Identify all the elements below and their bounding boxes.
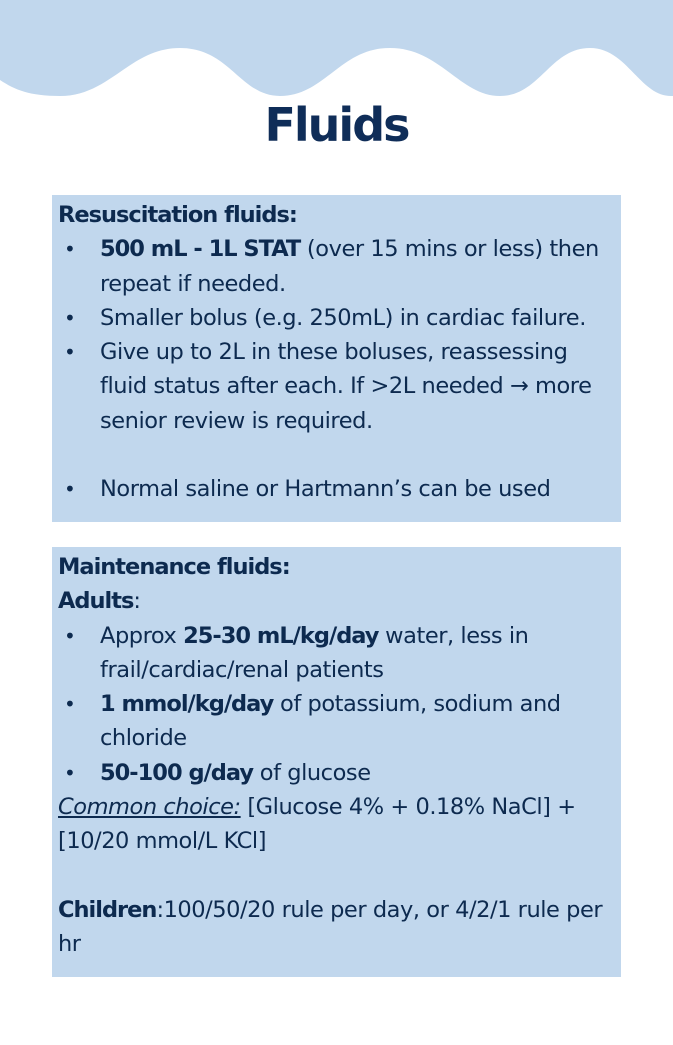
list-item (100, 335, 615, 438)
resuscitation-list (58, 232, 615, 438)
list-item-text: Smaller bolus (e.g. 250mL) in cardiac failure. (100, 304, 586, 331)
list-item (100, 687, 615, 756)
list-item (100, 301, 615, 335)
list-item-text: of glucose (253, 759, 371, 786)
list-item-text: Give up to 2L in these boluses, reassessing fluid status after each. If >2L needed → more senior review is required. (100, 339, 592, 434)
page-title: Fluids (264, 98, 409, 152)
children-rule-line (58, 893, 615, 962)
common-choice-label: Common choice: (58, 794, 241, 821)
section-heading: Maintenance fluids: (58, 554, 290, 580)
spacer (58, 859, 615, 893)
list-item (100, 472, 615, 506)
adults-suffix: : (133, 588, 141, 615)
list-item (100, 756, 615, 790)
header-wave-banner (0, 0, 673, 110)
list-item (100, 619, 615, 688)
list-item-text: of potassium, sodium and chloride (100, 691, 561, 752)
adults-label: Adults (58, 588, 134, 615)
list-item-text: water, less in frail/cardiac/renal patients (100, 622, 529, 683)
dose-emphasis: 50-100 g/day (100, 759, 254, 786)
dose-emphasis: 1 mmol/kg/day (100, 691, 274, 718)
section-heading: Resuscitation fluids: (58, 202, 297, 228)
children-text: :100/50/20 rule per day, or 4/2/1 rule per hr (58, 896, 603, 958)
children-label: Children (58, 896, 157, 923)
dose-emphasis: 25-30 mL/kg/day (183, 622, 379, 649)
common-choice-line (58, 790, 615, 859)
maintenance-list (58, 619, 615, 790)
maintenance-fluids-section (52, 547, 621, 977)
adults-subheading (58, 584, 615, 618)
dose-emphasis: 500 mL - 1L STAT (100, 236, 301, 263)
list-item (100, 232, 615, 301)
list-item-text: (over 15 mins or less) then repeat if needed. (100, 236, 599, 297)
spacer (58, 438, 615, 472)
list-item-text: Normal saline or Hartmann’s can be used (100, 476, 551, 503)
common-choice-text: [Glucose 4% + 0.18% NaCl] + [10/20 mmol/L KCl] (58, 794, 576, 855)
resuscitation-fluids-section (52, 195, 621, 522)
resuscitation-list-extra (58, 472, 615, 506)
list-item-prefix: Approx (100, 622, 184, 649)
